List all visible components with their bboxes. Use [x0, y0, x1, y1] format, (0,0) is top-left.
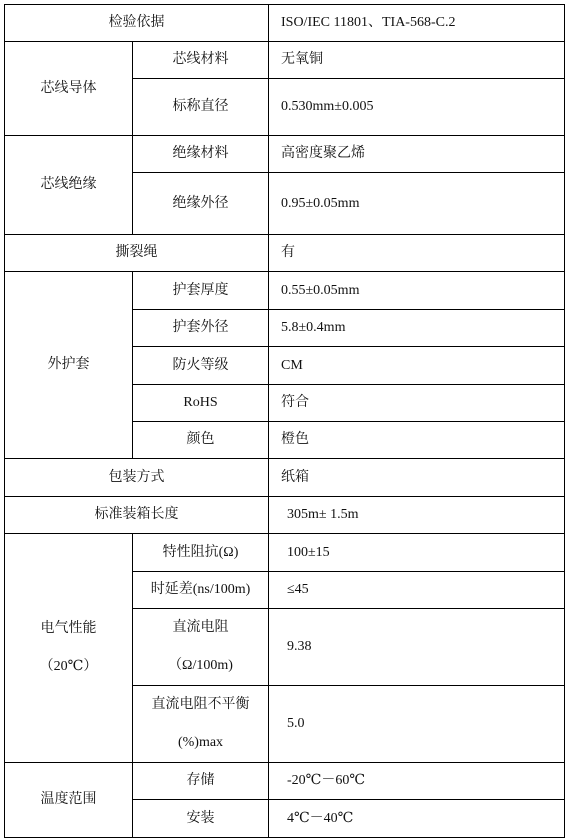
skew-label: 时延差(ns/100m): [133, 572, 269, 609]
table-row: [5, 5, 565, 42]
resistance-unbalance-label: [133, 686, 269, 763]
conductor-material-value: 无氧铜: [269, 42, 565, 79]
install-label: 安装: [133, 800, 269, 838]
table-row: [5, 42, 565, 79]
table-row: [5, 235, 565, 272]
jacket-group-label: 外护套: [5, 272, 133, 459]
resistance-unbalance-label-line1: 直流电阻不平衡: [151, 697, 250, 712]
impedance-label: 特性阻抗(Ω): [133, 534, 269, 572]
conductor-group-label: 芯线导体: [5, 42, 133, 136]
insulation-group-label: 芯线绝缘: [5, 136, 133, 235]
dc-resistance-label-line2: （Ω/100m): [168, 658, 233, 673]
electrical-group-label: [5, 534, 133, 763]
standard-label: 检验依据: [5, 5, 269, 42]
box-length-label: 标准装箱长度: [5, 497, 269, 534]
temperature-group-label: 温度范围: [5, 763, 133, 838]
resistance-unbalance-label-line2: (%)max: [177, 735, 224, 750]
table-row: [5, 763, 565, 800]
color-value: 橙色: [269, 422, 565, 459]
insulation-od-value: 0.95±0.05mm: [269, 173, 565, 235]
impedance-value: 100±15: [269, 534, 565, 572]
conductor-diameter-value: 0.530mm±0.005: [269, 79, 565, 136]
fire-rating-label: 防火等级: [133, 347, 269, 385]
insulation-od-label: 绝缘外径: [133, 173, 269, 235]
packing-label: 包装方式: [5, 459, 269, 497]
jacket-thickness-value: 0.55±0.05mm: [269, 272, 565, 310]
table-row: [5, 534, 565, 572]
dc-resistance-value: 9.38: [269, 609, 565, 686]
rohs-value: 符合: [269, 385, 565, 422]
box-length-value: 305m± 1.5m: [269, 497, 565, 534]
ripcord-value: 有: [269, 235, 565, 272]
skew-value: ≤45: [269, 572, 565, 609]
table-row: [5, 272, 565, 310]
electrical-group-title: 电气性能: [40, 621, 97, 636]
jacket-od-value: 5.8±0.4mm: [269, 310, 565, 347]
color-label: 颜色: [133, 422, 269, 459]
install-value: 4℃－40℃: [269, 800, 565, 838]
spec-table: [4, 4, 565, 838]
rohs-label: RoHS: [133, 385, 269, 422]
table-row: [5, 136, 565, 173]
ripcord-label: 撕裂绳: [5, 235, 269, 272]
electrical-group-temperature: （20℃）: [39, 659, 98, 674]
insulation-material-value: 高密度聚乙烯: [269, 136, 565, 173]
insulation-material-label: 绝缘材料: [133, 136, 269, 173]
dc-resistance-label: [133, 609, 269, 686]
conductor-diameter-label: 标称直径: [133, 79, 269, 136]
table-row: [5, 497, 565, 534]
standard-value: ISO/IEC 11801、TIA-568-C.2: [269, 5, 565, 42]
jacket-thickness-label: 护套厚度: [133, 272, 269, 310]
fire-rating-value: CM: [269, 347, 565, 385]
resistance-unbalance-value: 5.0: [269, 686, 565, 763]
dc-resistance-label-line1: 直流电阻: [172, 620, 229, 635]
conductor-material-label: 芯线材料: [133, 42, 269, 79]
packing-value: 纸箱: [269, 459, 565, 497]
jacket-od-label: 护套外径: [133, 310, 269, 347]
storage-value: -20℃－60℃: [269, 763, 565, 800]
table-row: [5, 459, 565, 497]
storage-label: 存储: [133, 763, 269, 800]
